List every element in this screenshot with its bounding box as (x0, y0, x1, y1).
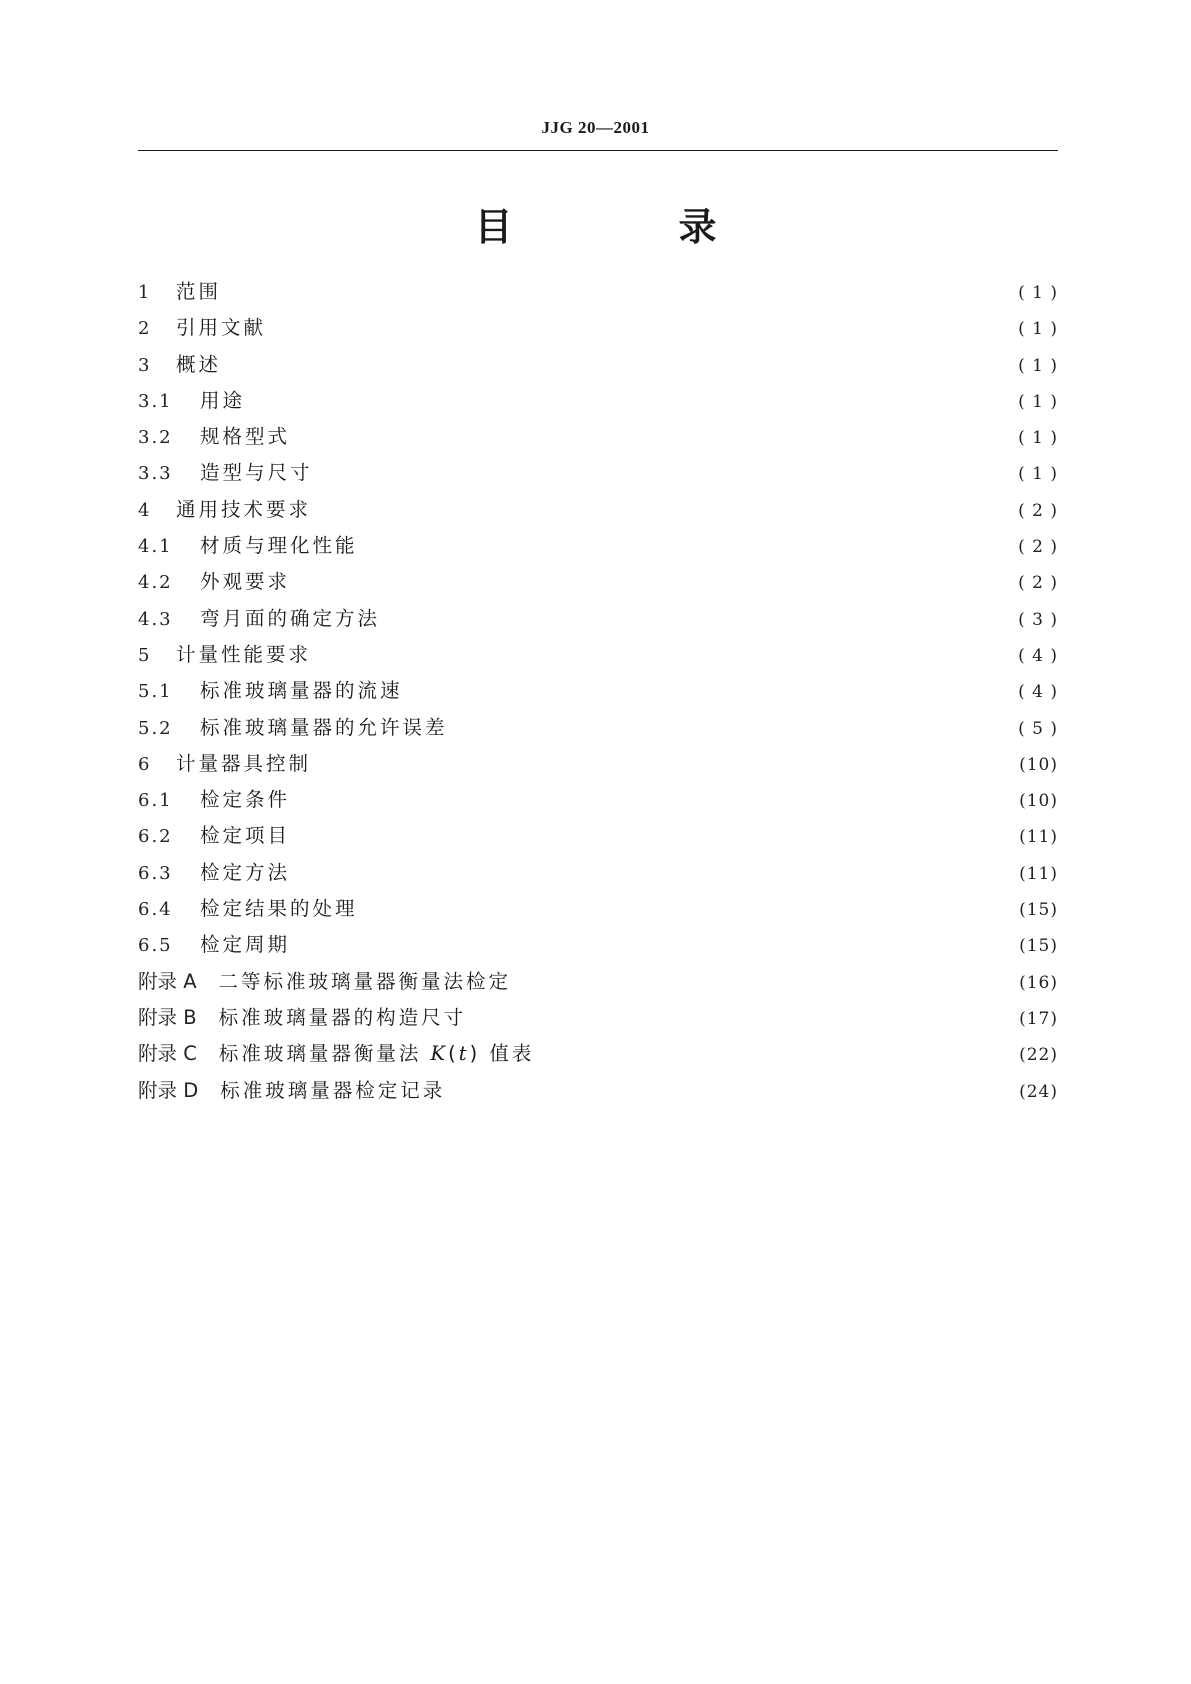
toc-page-number: ( 1 ) (1018, 428, 1058, 449)
toc-number: 4 (138, 499, 150, 521)
toc-page-number: (16) (1019, 972, 1058, 993)
toc-label: 用途 (200, 388, 246, 412)
toc-entry-2[interactable] (138, 312, 1058, 348)
toc-label-paren-open: ( (448, 1042, 459, 1066)
toc-page-number: ( 3 ) (1018, 609, 1058, 630)
toc-page-number: ( 2 ) (1018, 537, 1058, 558)
toc-entry-4-1[interactable] (138, 530, 1058, 566)
toc-entry-3-1[interactable] (138, 385, 1058, 421)
toc-number: 3 (138, 354, 150, 376)
toc-number: 2 (138, 318, 150, 340)
dot-leader (382, 611, 1008, 625)
toc-entry-6-1[interactable] (138, 784, 1058, 820)
toc-entry-3-3[interactable] (138, 457, 1058, 493)
toc-label: 引用文献 (176, 316, 267, 340)
toc-page-number: (17) (1019, 1008, 1058, 1029)
toc-entry-1[interactable] (138, 276, 1058, 312)
toc-label: 标准玻璃量器的流速 (200, 679, 403, 703)
toc-label: 检定方法 (200, 860, 291, 884)
toc-page-number: ( 1 ) (1018, 391, 1058, 412)
toc-entry-6-5[interactable] (138, 929, 1058, 965)
toc-number: 附录 A (138, 969, 197, 993)
dot-leader (292, 937, 1008, 951)
toc-entry-5-2[interactable] (138, 712, 1058, 748)
toc-page-number: (22) (1019, 1045, 1058, 1066)
toc-page-number: (10) (1019, 754, 1058, 775)
toc-number: 5 (138, 644, 150, 666)
toc-label: 造型与尺寸 (200, 461, 313, 485)
toc-label: 计量性能要求 (176, 642, 312, 666)
toc-page-number: ( 1 ) (1018, 319, 1058, 340)
toc-number: 5.1 (138, 681, 173, 703)
toc-number: 3.3 (138, 463, 173, 485)
toc-label: 检定项目 (200, 824, 291, 848)
toc-page-number: ( 1 ) (1018, 464, 1058, 485)
dot-leader (450, 720, 1008, 734)
toc-number: 6.3 (138, 862, 173, 884)
toc-number: 6.2 (138, 826, 173, 848)
toc-entry-4-2[interactable] (138, 566, 1058, 602)
toc-entry-4-3[interactable] (138, 603, 1058, 639)
toc-entry-appendix-b[interactable] (138, 1002, 1058, 1038)
toc-label: 标准玻璃量器检定记录 (220, 1078, 446, 1102)
toc-label: 材质与理化性能 (200, 534, 358, 558)
dot-leader (292, 574, 1008, 588)
toc-page-number: ( 1 ) (1018, 283, 1058, 303)
toc-number: 4.2 (138, 572, 173, 594)
toc-number: 6.5 (138, 935, 173, 957)
dot-leader (223, 284, 1008, 298)
dot-leader (292, 865, 1008, 879)
toc-label-text: 标准玻璃量器衡量法 (218, 1042, 431, 1066)
toc-number: 附录 C (138, 1042, 197, 1066)
toc-entry-5[interactable] (138, 639, 1058, 675)
toc-page-number: (24) (1019, 1081, 1058, 1102)
toc-label: 通用技术要求 (176, 497, 312, 521)
dot-leader (360, 538, 1008, 552)
toc-page-number: (10) (1019, 791, 1058, 812)
table-of-contents (138, 276, 1058, 1111)
dot-leader (527, 974, 1008, 988)
toc-page-number: ( 2 ) (1018, 500, 1058, 521)
toc-label: 计量器具控制 (176, 751, 312, 775)
toc-page-number: ( 1 ) (1018, 355, 1058, 376)
dot-leader (223, 357, 1008, 371)
toc-number: 3.1 (138, 390, 173, 412)
dot-leader (247, 393, 1008, 407)
toc-number: 4.3 (138, 608, 173, 630)
toc-page-number: ( 2 ) (1018, 573, 1058, 594)
toc-page-number: (15) (1019, 900, 1058, 921)
dot-leader (461, 1083, 1008, 1097)
dot-leader (313, 502, 1008, 516)
toc-number: 附录 D (138, 1078, 199, 1102)
toc-page-number: (11) (1019, 827, 1058, 848)
toc-number: 6.4 (138, 899, 173, 921)
toc-entry-3-2[interactable] (138, 421, 1058, 457)
toc-entry-4[interactable] (138, 494, 1058, 530)
toc-label: 二等标准玻璃量器衡量法检定 (218, 969, 512, 993)
toc-number: 6 (138, 753, 150, 775)
toc-label (219, 1038, 535, 1066)
toc-entry-6-2[interactable] (138, 820, 1058, 856)
dot-leader (550, 1046, 1008, 1060)
toc-label: 检定结果的处理 (200, 897, 358, 921)
toc-page-number: ( 5 ) (1018, 718, 1058, 739)
toc-page-number: ( 4 ) (1018, 645, 1058, 666)
toc-label-variable-t: t (458, 1042, 470, 1066)
toc-label: 检定条件 (200, 788, 291, 812)
dot-leader (360, 901, 1008, 915)
toc-entry-appendix-c[interactable] (138, 1038, 1058, 1074)
toc-entry-6-3[interactable] (138, 857, 1058, 893)
dot-leader (315, 465, 1008, 479)
dot-leader (482, 1010, 1008, 1024)
toc-label: 概述 (176, 352, 222, 376)
dot-leader (292, 429, 1008, 443)
toc-number: 附录 B (138, 1005, 197, 1029)
toc-page-number: (15) (1019, 936, 1058, 957)
toc-number: 4.1 (138, 536, 173, 558)
toc-label-suffix: ) 值表 (469, 1042, 535, 1066)
toc-label: 外观要求 (200, 570, 291, 594)
toc-entry-appendix-a[interactable] (138, 966, 1058, 1002)
toc-entry-5-1[interactable] (138, 675, 1058, 711)
toc-page-number: ( 4 ) (1018, 682, 1058, 703)
header-divider (138, 150, 1058, 151)
dot-leader (405, 683, 1008, 697)
dot-leader (292, 828, 1008, 842)
dot-leader (268, 320, 1008, 334)
document-code-header: JJG 20—2001 (541, 118, 650, 137)
toc-label-variable-k: K (430, 1042, 449, 1066)
toc-number: 5.2 (138, 717, 173, 739)
toc-label: 规格型式 (200, 425, 291, 449)
toc-label: 弯月面的确定方法 (200, 606, 381, 630)
toc-entry-3[interactable] (138, 349, 1058, 385)
toc-label: 标准玻璃量器的构造尺寸 (218, 1005, 467, 1029)
toc-label: 范围 (176, 280, 222, 303)
toc-label: 检定周期 (200, 933, 291, 957)
toc-entry-6-4[interactable] (138, 893, 1058, 929)
dot-leader (313, 756, 1008, 770)
toc-number: 3.2 (138, 427, 173, 449)
toc-entry-appendix-d[interactable] (138, 1075, 1058, 1111)
toc-number: 6.1 (138, 790, 173, 812)
page-title: 目 录 (474, 205, 781, 249)
dot-leader (313, 647, 1008, 661)
toc-number: 1 (138, 282, 150, 303)
toc-label: 标准玻璃量器的允许误差 (200, 715, 448, 739)
toc-entry-6[interactable] (138, 748, 1058, 784)
toc-page-number: (11) (1019, 863, 1058, 884)
dot-leader (292, 792, 1008, 806)
